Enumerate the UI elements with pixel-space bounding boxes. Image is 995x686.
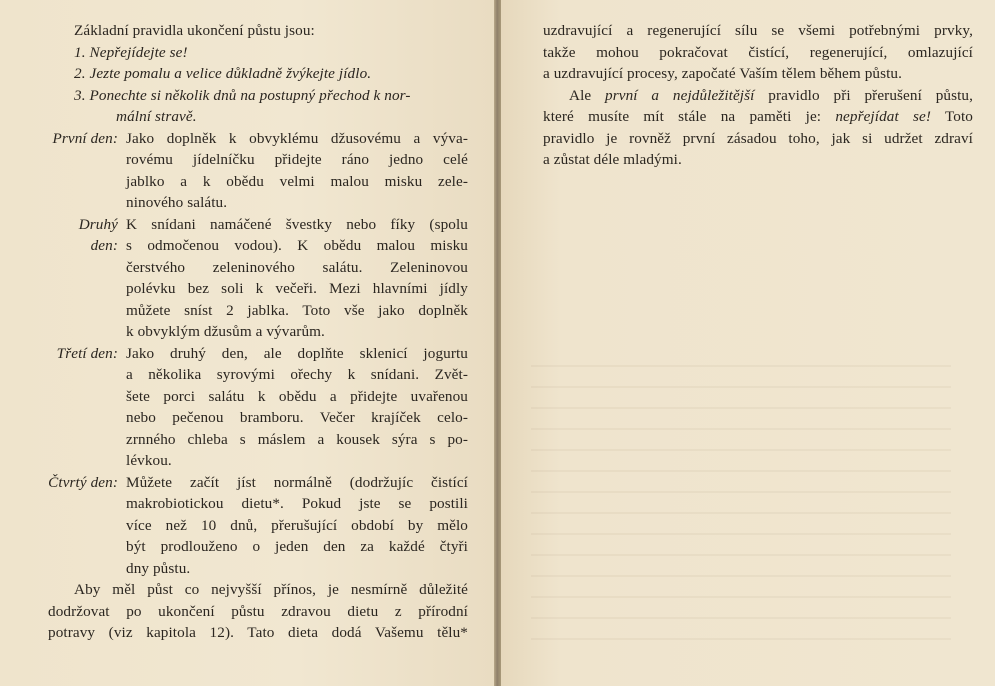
text-line: k obvyklým džusům a vývarům. [126, 323, 325, 340]
text-run: pravidlo při přerušení půstu, [754, 86, 973, 104]
main-rule-paragraph [543, 85, 973, 171]
rule-text: Jezte pomalu a velice důkladně žvýkejte jídlo. [89, 65, 372, 82]
day-entry-2 [48, 214, 468, 343]
left-page [0, 0, 494, 686]
text-line: uzdravující a regenerující sílu se všemi potřebnými prvky, [543, 22, 973, 39]
text-line: makrobiotickou dietu*. Pokud jste se postili [126, 495, 468, 512]
rule-item-2 [74, 63, 468, 85]
rule-item-1 [74, 42, 468, 64]
text-line: polévku bez soli k večeři. Mezi hlavními jídly [126, 280, 468, 297]
day-label: Čtvrtý den: [48, 473, 118, 491]
day-body [126, 343, 468, 472]
day-body [126, 128, 468, 214]
text-line [543, 85, 973, 107]
text-line: takže mohou pokračovat čistící, regenerující, omlazující [543, 43, 973, 61]
text-run: které musíte mít stále na paměti je: [543, 108, 836, 125]
text-line: více než 10 dnů, přerušující období by mělo [126, 516, 468, 534]
day-body [126, 472, 468, 580]
show-through-lines [531, 365, 951, 659]
text-line: můžete sníst 2 jablka. Toto vše jako doplněk [126, 301, 468, 319]
text-line: s odmočenou vodou). K obědu malou misku [126, 237, 468, 254]
rule-text: Nepřejídejte se! [89, 43, 188, 61]
text-line: a zůstat déle mladými. [543, 151, 682, 168]
emphasis: nepřejídat se! [835, 108, 932, 125]
text-line: Jako doplněk k obvyklému džusovému a vývа- [126, 129, 468, 147]
text-line: Aby měl půst co nejvyšší přínos, je nesmírně důležité [74, 581, 468, 598]
text-line: potravy (viz kapitola 12). Tato dieta dodá Vašemu tělu* [48, 624, 468, 641]
emphasis: první a nejdůležitější [605, 86, 755, 104]
rule-item-3 [74, 85, 468, 128]
rule-number: 3. [74, 86, 86, 104]
day-label: První den: [52, 129, 118, 147]
right-page [501, 0, 995, 686]
text-line: dodržovat po ukončení půstu zdravou dietu z přírodní [48, 602, 468, 620]
text-line: dny půstu. [126, 559, 191, 577]
text-line: Jako druhý den, ale doplňte sklenicí jogurtu [126, 344, 468, 362]
rules-heading: Základní pravidla ukončení půstu jsou: [74, 22, 315, 39]
text-line: být prodlouženo o jeden den za každé čtyři [126, 538, 468, 555]
text-run: Toto [931, 108, 973, 125]
text-line: rovému jídelníčku přidejte ráno jedno celé [126, 151, 468, 168]
rules-list [48, 42, 468, 128]
text-line: Můžete začít jíst normálně (dodržujíc čistící [126, 473, 468, 491]
text-line: a uzdravující procesy, započaté Vaším tělem během půstu. [543, 65, 903, 82]
text-run: Ale [569, 86, 606, 104]
text-line: lévkou. [126, 452, 172, 469]
day-entry-3 [48, 343, 468, 472]
text-line [543, 106, 973, 128]
text-line: a několika syrovými ořechy k snídani. Zvět- [126, 366, 468, 383]
rule-number: 1. [74, 43, 86, 61]
text-line: šete porci salátu k obědu a přidejte uvařenou [126, 387, 468, 405]
day-label: Třetí den: [56, 344, 118, 362]
rule-text-continued: mální stravě. [116, 108, 197, 125]
text-line: čerstvého zeleninového salátu. Zeleninovou [126, 258, 468, 276]
text-line: jablko a k obědu velmi malou misku zele- [126, 172, 468, 190]
rule-text: Ponechte si několik dnů na postupný přechod k nor- [89, 86, 411, 104]
day-entry-1 [48, 128, 468, 214]
book-gutter [494, 0, 501, 686]
continuation-paragraph [543, 20, 973, 85]
closing-paragraph [48, 579, 468, 644]
day-entry-4 [48, 472, 468, 580]
text-line: zrnného chleba s máslem a kousek sýra s po- [126, 430, 468, 448]
day-label: Druhý den: [78, 215, 118, 254]
right-page-text [543, 20, 973, 171]
text-line: pravidlo je rovněž první zásadou toho, jak si udržet zdraví [543, 129, 973, 147]
text-line: ninového salátu. [126, 194, 228, 211]
left-page-text [48, 20, 468, 644]
rule-number: 2. [74, 65, 86, 82]
text-line: K snídani namáčené švestky nebo fíky (spolu [126, 215, 468, 233]
text-line: nebo pečenou bramboru. Večer krajíček celo- [126, 409, 468, 426]
day-body [126, 214, 468, 343]
